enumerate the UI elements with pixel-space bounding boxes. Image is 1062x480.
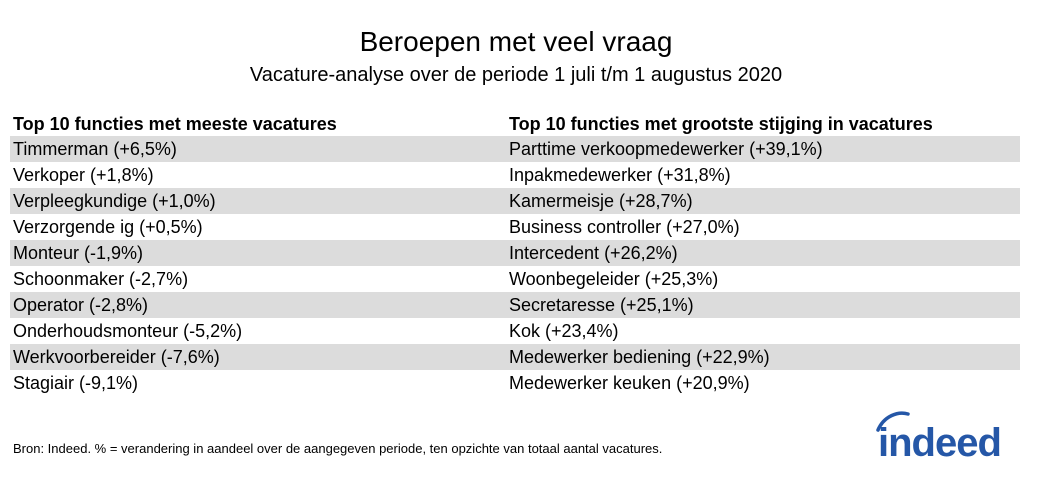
table-row: Inpakmedewerker (+31,8%) (506, 162, 1020, 188)
table-row: Verpleegkundige (+1,0%) (10, 188, 506, 214)
left-table-heading: Top 10 functies met meeste vacatures (13, 114, 337, 134)
page-title: Beroepen met veel vraag (359, 26, 673, 57)
left-table-rows (10, 136, 506, 396)
source-note: Bron: Indeed. % = verandering in aandeel over de aangegeven periode, ten opzichte van totaal aantal vacatures. (13, 441, 663, 456)
table-row: Medewerker keuken (+20,9%) (506, 370, 1020, 396)
table-row: Intercedent (+26,2%) (506, 240, 1020, 266)
table-row: Verkoper (+1,8%) (10, 162, 506, 188)
table-row: Operator (-2,8%) (10, 292, 506, 318)
logo-text: indeed (878, 421, 1001, 465)
right-table (506, 112, 1020, 396)
indeed-logo (874, 408, 1024, 468)
table-row: Onderhoudsmonteur (-5,2%) (10, 318, 506, 344)
left-table (10, 112, 506, 396)
table-row: Woonbegeleider (+25,3%) (506, 266, 1020, 292)
right-table-rows (506, 136, 1020, 396)
table-row: Secretaresse (+25,1%) (506, 292, 1020, 318)
table-row: Kamermeisje (+28,7%) (506, 188, 1020, 214)
page-subtitle: Vacature-analyse over de periode 1 juli t/m 1 augustus 2020 (249, 64, 783, 86)
table-row: Verzorgende ig (+0,5%) (10, 214, 506, 240)
table-row: Monteur (-1,9%) (10, 240, 506, 266)
table-row: Stagiair (-9,1%) (10, 370, 506, 396)
table-row: Business controller (+27,0%) (506, 214, 1020, 240)
table-row: Medewerker bediening (+22,9%) (506, 344, 1020, 370)
table-row: Werkvoorbereider (-7,6%) (10, 344, 506, 370)
right-table-heading: Top 10 functies met grootste stijging in vacatures (509, 114, 933, 134)
table-row: Kok (+23,4%) (506, 318, 1020, 344)
table-row: Timmerman (+6,5%) (10, 136, 506, 162)
table-row: Schoonmaker (-2,7%) (10, 266, 506, 292)
table-row: Parttime verkoopmedewerker (+39,1%) (506, 136, 1020, 162)
